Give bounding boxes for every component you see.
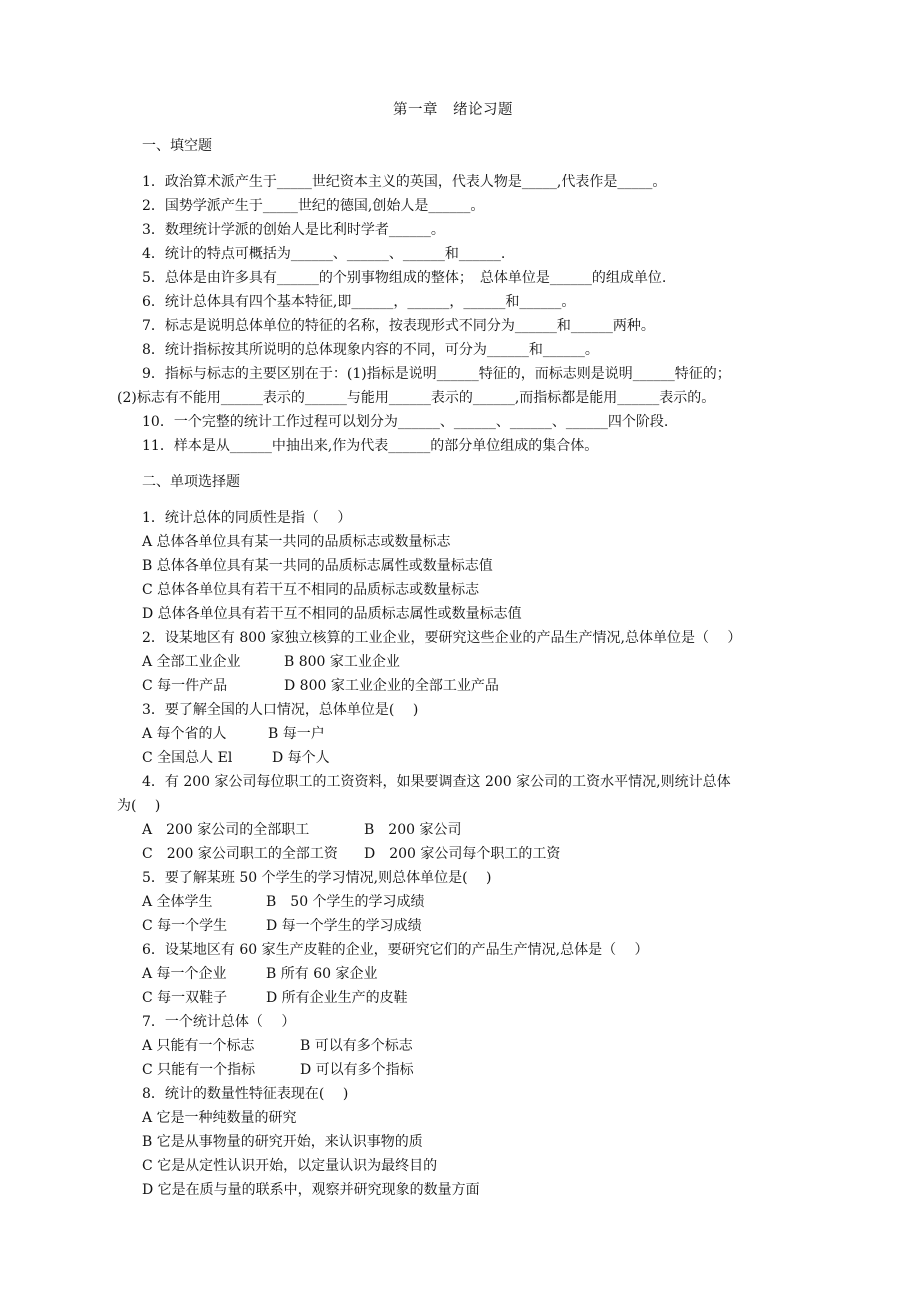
question-6-options-ab (142, 964, 377, 984)
fill-item-3: 3．数理统计学派的创始人是比利时学者______。 (142, 222, 445, 238)
question-8-option-c: C 它是从定性认识开始，以定量认识为最终目的 (142, 1158, 438, 1174)
fill-item-5: 5．总体是由许多具有______的个别事物组成的整体； 总体单位是______的组成单位. (142, 270, 667, 286)
question-3-options-cd (142, 748, 330, 768)
fill-item-6: 6．统计总体具有四个基本特征,即______，______，______和______。 (142, 294, 576, 310)
question-4-stem-cont: 为( ) (117, 798, 161, 814)
question-1-option-c: C 总体各单位具有若干互不相同的品质标志或数量标志 (142, 582, 480, 598)
question-1-option-a: A 总体各单位具有某一共同的品质标志或数量标志 (142, 534, 451, 550)
question-6-stem: 6．设某地区有 60 家生产皮鞋的企业，要研究它们的产品生产情况,总体是（ ） (142, 942, 649, 958)
question-6-option-c: C 每一双鞋子 (142, 990, 228, 1006)
question-7-option-d: D 可以有多个指标 (300, 1062, 414, 1078)
fill-item-9: 9．指标与标志的主要区别在于：(1)指标是说明______特征的，而标志则是说明______特征的； (142, 366, 731, 382)
question-7-option-a: A 只能有一个标志 (142, 1038, 255, 1054)
question-8-option-a: A 它是一种纯数量的研究 (142, 1110, 297, 1126)
question-8-option-b: B 它是从事物量的研究开始，来认识事物的质 (142, 1134, 423, 1150)
question-4-option-d: D 200 家公司每个职工的工资 (364, 846, 561, 862)
question-5-option-b: B 50 个学生的学习成绩 (266, 894, 425, 910)
fill-item-1: 1．政治算术派产生于_____世纪资本主义的英国，代表人物是_____,代表作是_____。 (142, 174, 667, 190)
fill-item-9-cont: (2)标志有不能用______表示的______与能用______表示的______,而指标都是能用______表示的。 (117, 390, 716, 406)
question-2-option-c: C 每一件产品 (142, 678, 228, 694)
question-6-option-a: A 每一个企业 (142, 966, 227, 982)
section-heading-choice: 二、单项选择题 (142, 474, 240, 490)
question-7-stem: 7．一个统计总体（ ） (142, 1014, 296, 1030)
question-8-option-d: D 它是在质与量的联系中，观察并研究现象的数量方面 (142, 1182, 480, 1198)
question-5-options-cd (142, 916, 422, 936)
question-3-option-a: A 每个省的人 (142, 726, 227, 742)
fill-item-7: 7．标志是说明总体单位的特征的名称，按表现形式不同分为______和______两种。 (142, 318, 655, 334)
question-5-option-c: C 每一个学生 (142, 918, 228, 934)
question-3-option-c: C 全国总人 El (142, 750, 233, 766)
fill-item-4: 4．统计的特点可概括为______、______、______和______. (142, 246, 506, 262)
question-6-options-cd (142, 988, 408, 1008)
question-7-option-c: C 只能有一个指标 (142, 1062, 256, 1078)
question-5-option-d: D 每一个学生的学习成绩 (266, 918, 422, 934)
question-2-options-ab (142, 652, 400, 672)
question-3-stem: 3．要了解全国的人口情况，总体单位是( ) (142, 702, 419, 718)
question-6-option-b: B 所有 60 家企业 (266, 966, 378, 982)
question-1-stem: 1．统计总体的同质性是指（ ） (142, 510, 352, 526)
question-6-option-d: D 所有企业生产的皮鞋 (266, 990, 408, 1006)
fill-item-10: 10．一个完整的统计工作过程可以划分为______、______、______、______四个阶段. (142, 414, 669, 430)
question-4-option-a: A 200 家公司的全部职工 (142, 822, 310, 838)
question-7-option-b: B 可以有多个标志 (300, 1038, 413, 1054)
page-title: 第一章 绪论习题 (393, 102, 513, 118)
question-4-options-cd (142, 844, 560, 864)
fill-item-2: 2．国势学派产生于_____世纪的德国,创始人是______。 (142, 198, 485, 214)
question-1-option-b: B 总体各单位具有某一共同的品质标志属性或数量标志值 (142, 558, 493, 574)
question-2-options-cd (142, 676, 499, 696)
question-3-option-d: D 每个人 (272, 750, 330, 766)
question-2-stem: 2．设某地区有 800 家独立核算的工业企业，要研究这些企业的产品生产情况,总体单位是（ ） (142, 630, 742, 646)
question-7-options-cd (142, 1060, 414, 1080)
question-5-options-ab (142, 892, 425, 912)
fill-item-11: 11．样本是从______中抽出来,作为代表______的部分单位组成的集合体。 (142, 438, 599, 454)
question-2-option-d: D 800 家工业企业的全部工业产品 (284, 678, 499, 694)
question-2-option-a: A 全部工业企业 (142, 654, 241, 670)
question-4-option-c: C 200 家公司职工的全部工资 (142, 846, 338, 862)
question-5-stem: 5．要了解某班 50 个学生的学习情况,则总体单位是( ) (142, 870, 492, 886)
question-1-option-d: D 总体各单位具有若干互不相同的品质标志属性或数量标志值 (142, 606, 522, 622)
fill-item-8: 8．统计指标按其所说明的总体现象内容的不同，可分为______和______。 (142, 342, 599, 358)
question-2-option-b: B 800 家工业企业 (284, 654, 400, 670)
question-4-stem: 4．有 200 家公司每位职工的工资资料，如果要调查这 200 家公司的工资水平情况,则统计总体 (142, 774, 731, 790)
question-3-options-ab (142, 724, 325, 744)
question-5-option-a: A 全体学生 (142, 894, 213, 910)
section-heading-fill: 一、填空题 (142, 138, 212, 154)
question-3-option-b: B 每一户 (268, 726, 325, 742)
question-8-stem: 8．统计的数量性特征表现在( ) (142, 1086, 349, 1102)
question-4-option-b: B 200 家公司 (364, 822, 462, 838)
question-7-options-ab (142, 1036, 413, 1056)
question-4-options-ab (142, 820, 461, 840)
